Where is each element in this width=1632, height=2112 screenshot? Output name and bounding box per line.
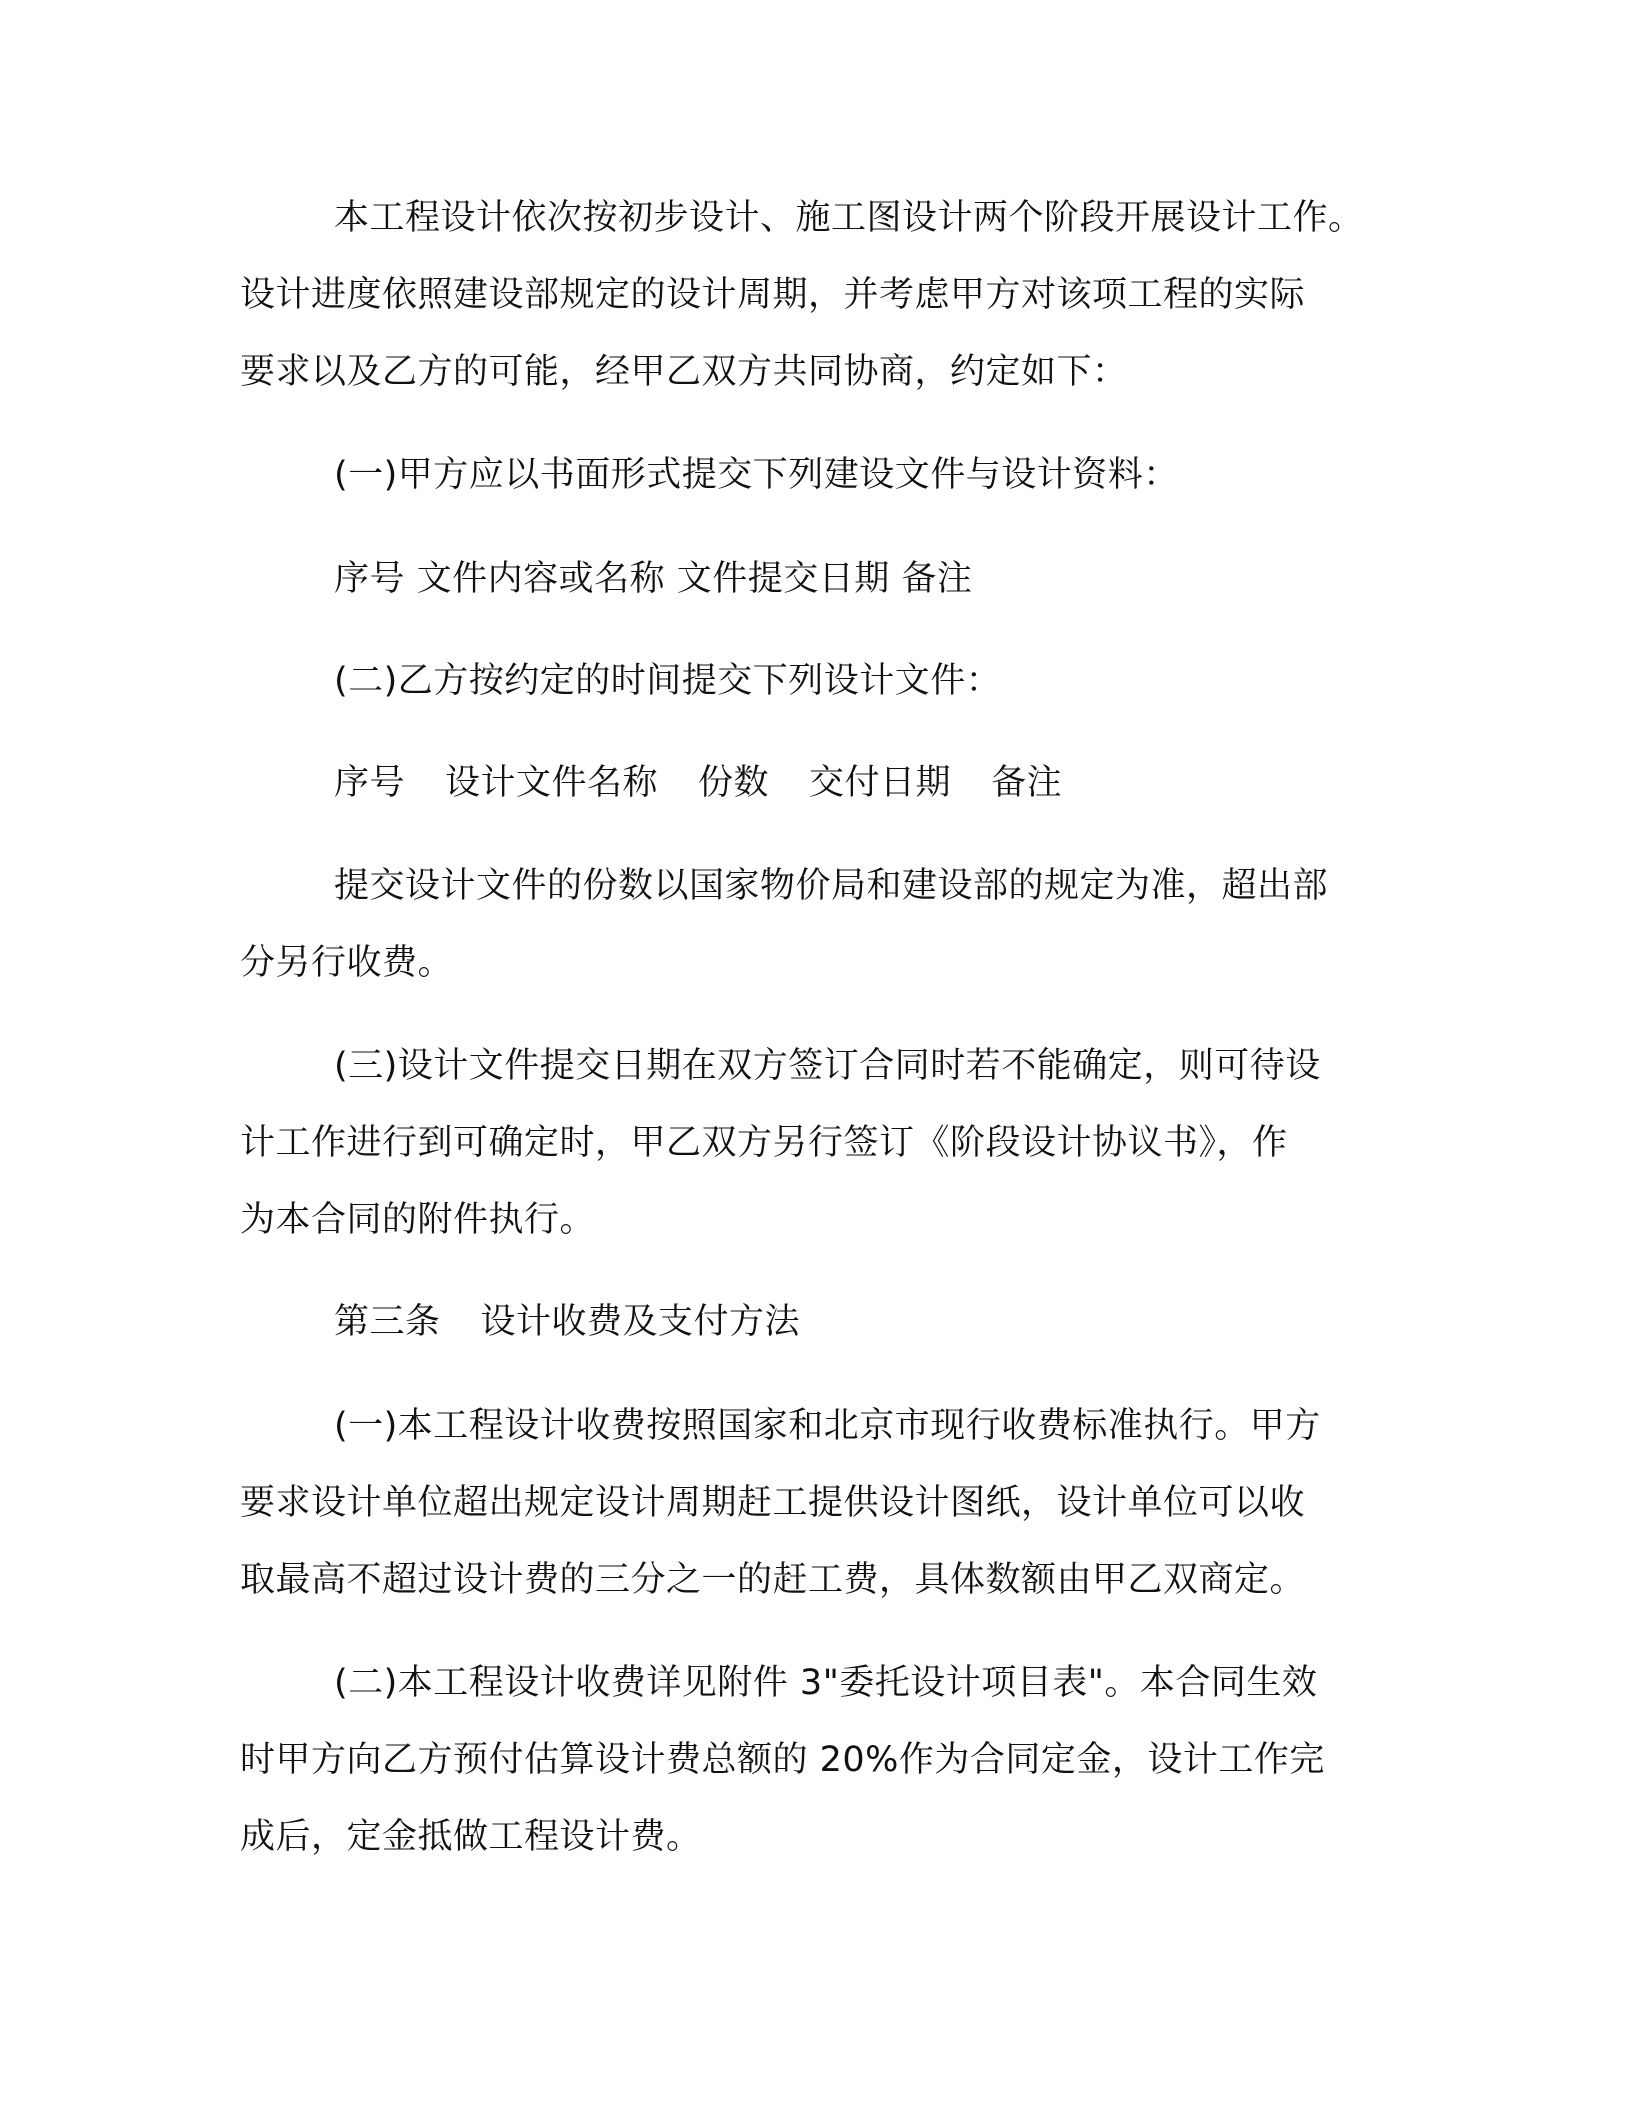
paragraph-design-stages [240,180,1380,411]
text-line: 序号 文件内容或名称 文件提交日期 备注 [334,559,973,599]
paragraph-party-b-documents [240,643,1380,720]
paragraph-submission-date [240,1028,1380,1259]
paragraph-copies-rule [240,848,1380,1002]
text-line: 分另行收费。 [240,943,454,983]
article-title: 设计收费及支付方法 [480,1302,801,1342]
table-header-cell: 交付日期 [809,763,952,803]
text-line: 取最高不超过设计费的三分之一的赶工费，具体数额由甲乙双商定。 [240,1560,1306,1600]
text-line: 时甲方向乙方预付估算设计费总额的 20%作为合同定金，设计工作完 [240,1740,1325,1780]
paragraph-party-a-documents [240,437,1380,514]
table-header-cell: 份数 [698,763,770,803]
text-line: (二)本工程设计收费详见附件 3"委托设计项目表"。本合同生效 [334,1663,1318,1703]
text-line: 要求以及乙方的可能，经甲乙双方共同协商，约定如下： [240,352,1128,392]
article-number: 第三条 [334,1302,441,1342]
text-line: 成后，定金抵做工程设计费。 [240,1817,702,1857]
table-header-cell: 设计文件名称 [445,763,659,803]
paragraph-fee-standard [240,1388,1380,1619]
text-line: 要求设计单位超出规定设计周期赶工提供设计图纸，设计单位可以收 [240,1483,1306,1523]
text-line: 提交设计文件的份数以国家物价局和建设部的规定为准，超出部 [334,866,1329,906]
text-line: (三)设计文件提交日期在双方签订合同时若不能确定，则可待设 [334,1046,1321,1086]
table-header-cell: 序号 [334,763,406,803]
table-header-row [240,745,1380,822]
text-line: (二)乙方按约定的时间提交下列设计文件： [334,661,1002,701]
text-line: 计工作进行到可确定时，甲乙双方另行签订《阶段设计协议书》，作 [240,1123,1288,1163]
text-line: 为本合同的附件执行。 [240,1200,596,1240]
text-line: (一)本工程设计收费按照国家和北京市现行收费标准执行。甲方 [334,1406,1321,1446]
text-line: 设计进度依照建设部规定的设计周期，并考虑甲方对该项工程的实际 [240,275,1306,315]
section-heading [240,1284,1380,1361]
paragraph-deposit [240,1645,1380,1876]
text-line: (一)甲方应以书面形式提交下列建设文件与设计资料： [334,455,1179,495]
table-header-party-a [240,541,1380,618]
table-header-cell: 备注 [991,763,1063,803]
text-line: 本工程设计依次按初步设计、施工图设计两个阶段开展设计工作。 [334,198,1364,238]
table-header-party-b [240,745,1380,822]
section-heading-article-3 [240,1284,1380,1361]
